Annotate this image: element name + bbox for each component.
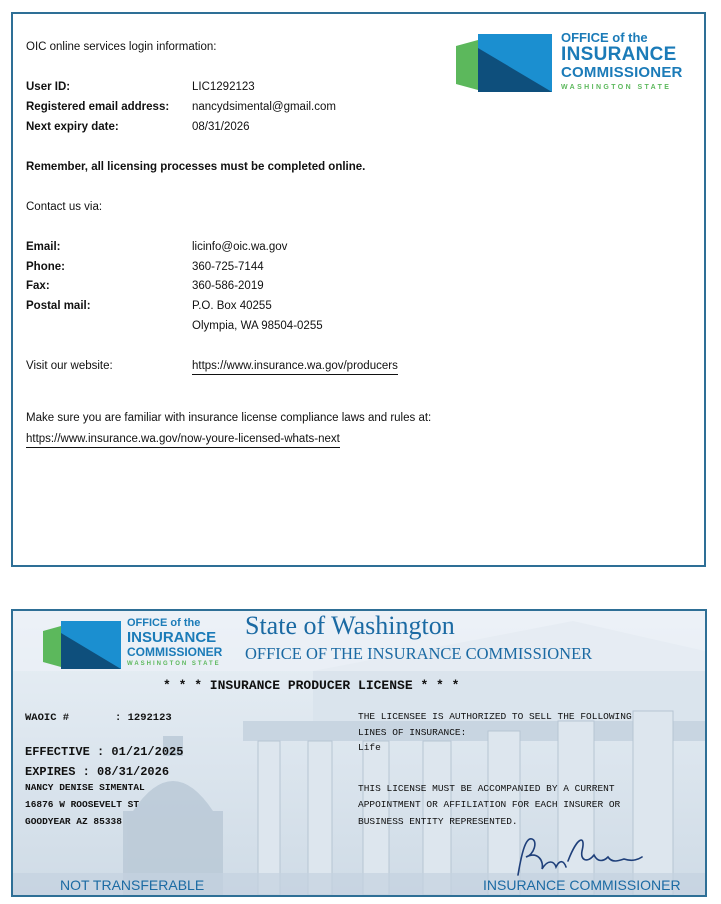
logo-line1: OFFICE of the bbox=[561, 30, 648, 45]
state-title: State of Washington bbox=[245, 611, 455, 640]
logo-line2: INSURANCE bbox=[561, 44, 677, 65]
contact-email-label: Email: bbox=[26, 241, 61, 253]
appt-line1: THIS LICENSE MUST BE ACCOMPANIED BY A CURRENT bbox=[358, 783, 615, 794]
commissioner-signature bbox=[508, 831, 648, 879]
phone-value: 360-725-7144 bbox=[192, 261, 264, 273]
compliance-text: Make sure you are familiar with insurance license compliance laws and rules at: bbox=[26, 412, 432, 424]
effective-date: EFFECTIVE : 01/21/2025 bbox=[25, 745, 184, 759]
email-value: nancydsimental@gmail.com bbox=[192, 101, 336, 113]
oic-logo-mark-icon bbox=[456, 30, 556, 96]
appt-line3: BUSINESS ENTITY REPRESENTED. bbox=[358, 816, 518, 827]
fax-value: 360-586-2019 bbox=[192, 280, 264, 292]
website-label: Visit our website: bbox=[26, 360, 113, 372]
licensee-address1: 16876 W ROOSEVELT ST bbox=[25, 799, 140, 810]
logo-line4: WASHINGTON STATE bbox=[561, 84, 672, 91]
card-logo-line1: OFFICE of the bbox=[127, 617, 201, 629]
auth-line2: LINES OF INSURANCE: bbox=[358, 727, 467, 738]
commissioner-title: INSURANCE COMMISSIONER bbox=[483, 877, 681, 893]
licensee-name: NANCY DENISE SIMENTAL bbox=[25, 782, 145, 793]
card-logo-line4: WASHINGTON STATE bbox=[127, 661, 221, 667]
intro-text: OIC online services login information: bbox=[26, 41, 217, 53]
auth-line1: THE LICENSEE IS AUTHORIZED TO SELL THE FOLLOWING bbox=[358, 711, 632, 722]
waoic-label: WAOIC # bbox=[25, 712, 70, 724]
user-id-value: LIC1292123 bbox=[192, 81, 255, 93]
compliance-link[interactable]: https://www.insurance.wa.gov/now-youre-licensed-whats-next bbox=[26, 432, 340, 448]
contact-intro: Contact us via: bbox=[26, 201, 103, 213]
website-link[interactable]: https://www.insurance.wa.gov/producers bbox=[192, 359, 398, 375]
oic-logo bbox=[456, 30, 696, 96]
expires-date: EXPIRES : 08/31/2026 bbox=[25, 765, 170, 779]
licensee-address2: GOODYEAR AZ 85338 bbox=[25, 816, 122, 827]
not-transferable: NOT TRANSFERABLE bbox=[60, 877, 205, 893]
card-logo-line3: COMMISSIONER bbox=[127, 645, 223, 659]
postal-line2: Olympia, WA 98504-0255 bbox=[192, 320, 323, 332]
expiry-value: 08/31/2026 bbox=[192, 121, 250, 133]
logo-line3: COMMISSIONER bbox=[561, 64, 683, 81]
fax-label: Fax: bbox=[26, 280, 50, 292]
contact-email-value: licinfo@oic.wa.gov bbox=[192, 241, 288, 253]
user-id-label: User ID: bbox=[26, 81, 71, 93]
card-logo-line2: INSURANCE bbox=[127, 629, 217, 646]
license-title: * * * INSURANCE PRODUCER LICENSE * * * bbox=[163, 678, 460, 693]
card-logo-mark-icon bbox=[43, 617, 123, 671]
appt-line2: APPOINTMENT OR AFFILIATION FOR EACH INSURER OR bbox=[358, 799, 621, 810]
postal-label: Postal mail: bbox=[26, 300, 91, 312]
login-info-panel bbox=[11, 12, 706, 567]
office-title: OFFICE OF THE INSURANCE COMMISSIONER bbox=[245, 644, 593, 663]
waoic-value: : 1292123 bbox=[115, 712, 172, 724]
expiry-label: Next expiry date: bbox=[26, 121, 119, 133]
license-card bbox=[11, 609, 707, 897]
reminder-text: Remember, all licensing processes must be completed online. bbox=[26, 161, 366, 173]
card-oic-logo bbox=[43, 617, 233, 671]
phone-label: Phone: bbox=[26, 261, 65, 273]
line-of-insurance: Life bbox=[358, 742, 381, 753]
email-label: Registered email address: bbox=[26, 101, 170, 113]
postal-line1: P.O. Box 40255 bbox=[192, 300, 272, 312]
